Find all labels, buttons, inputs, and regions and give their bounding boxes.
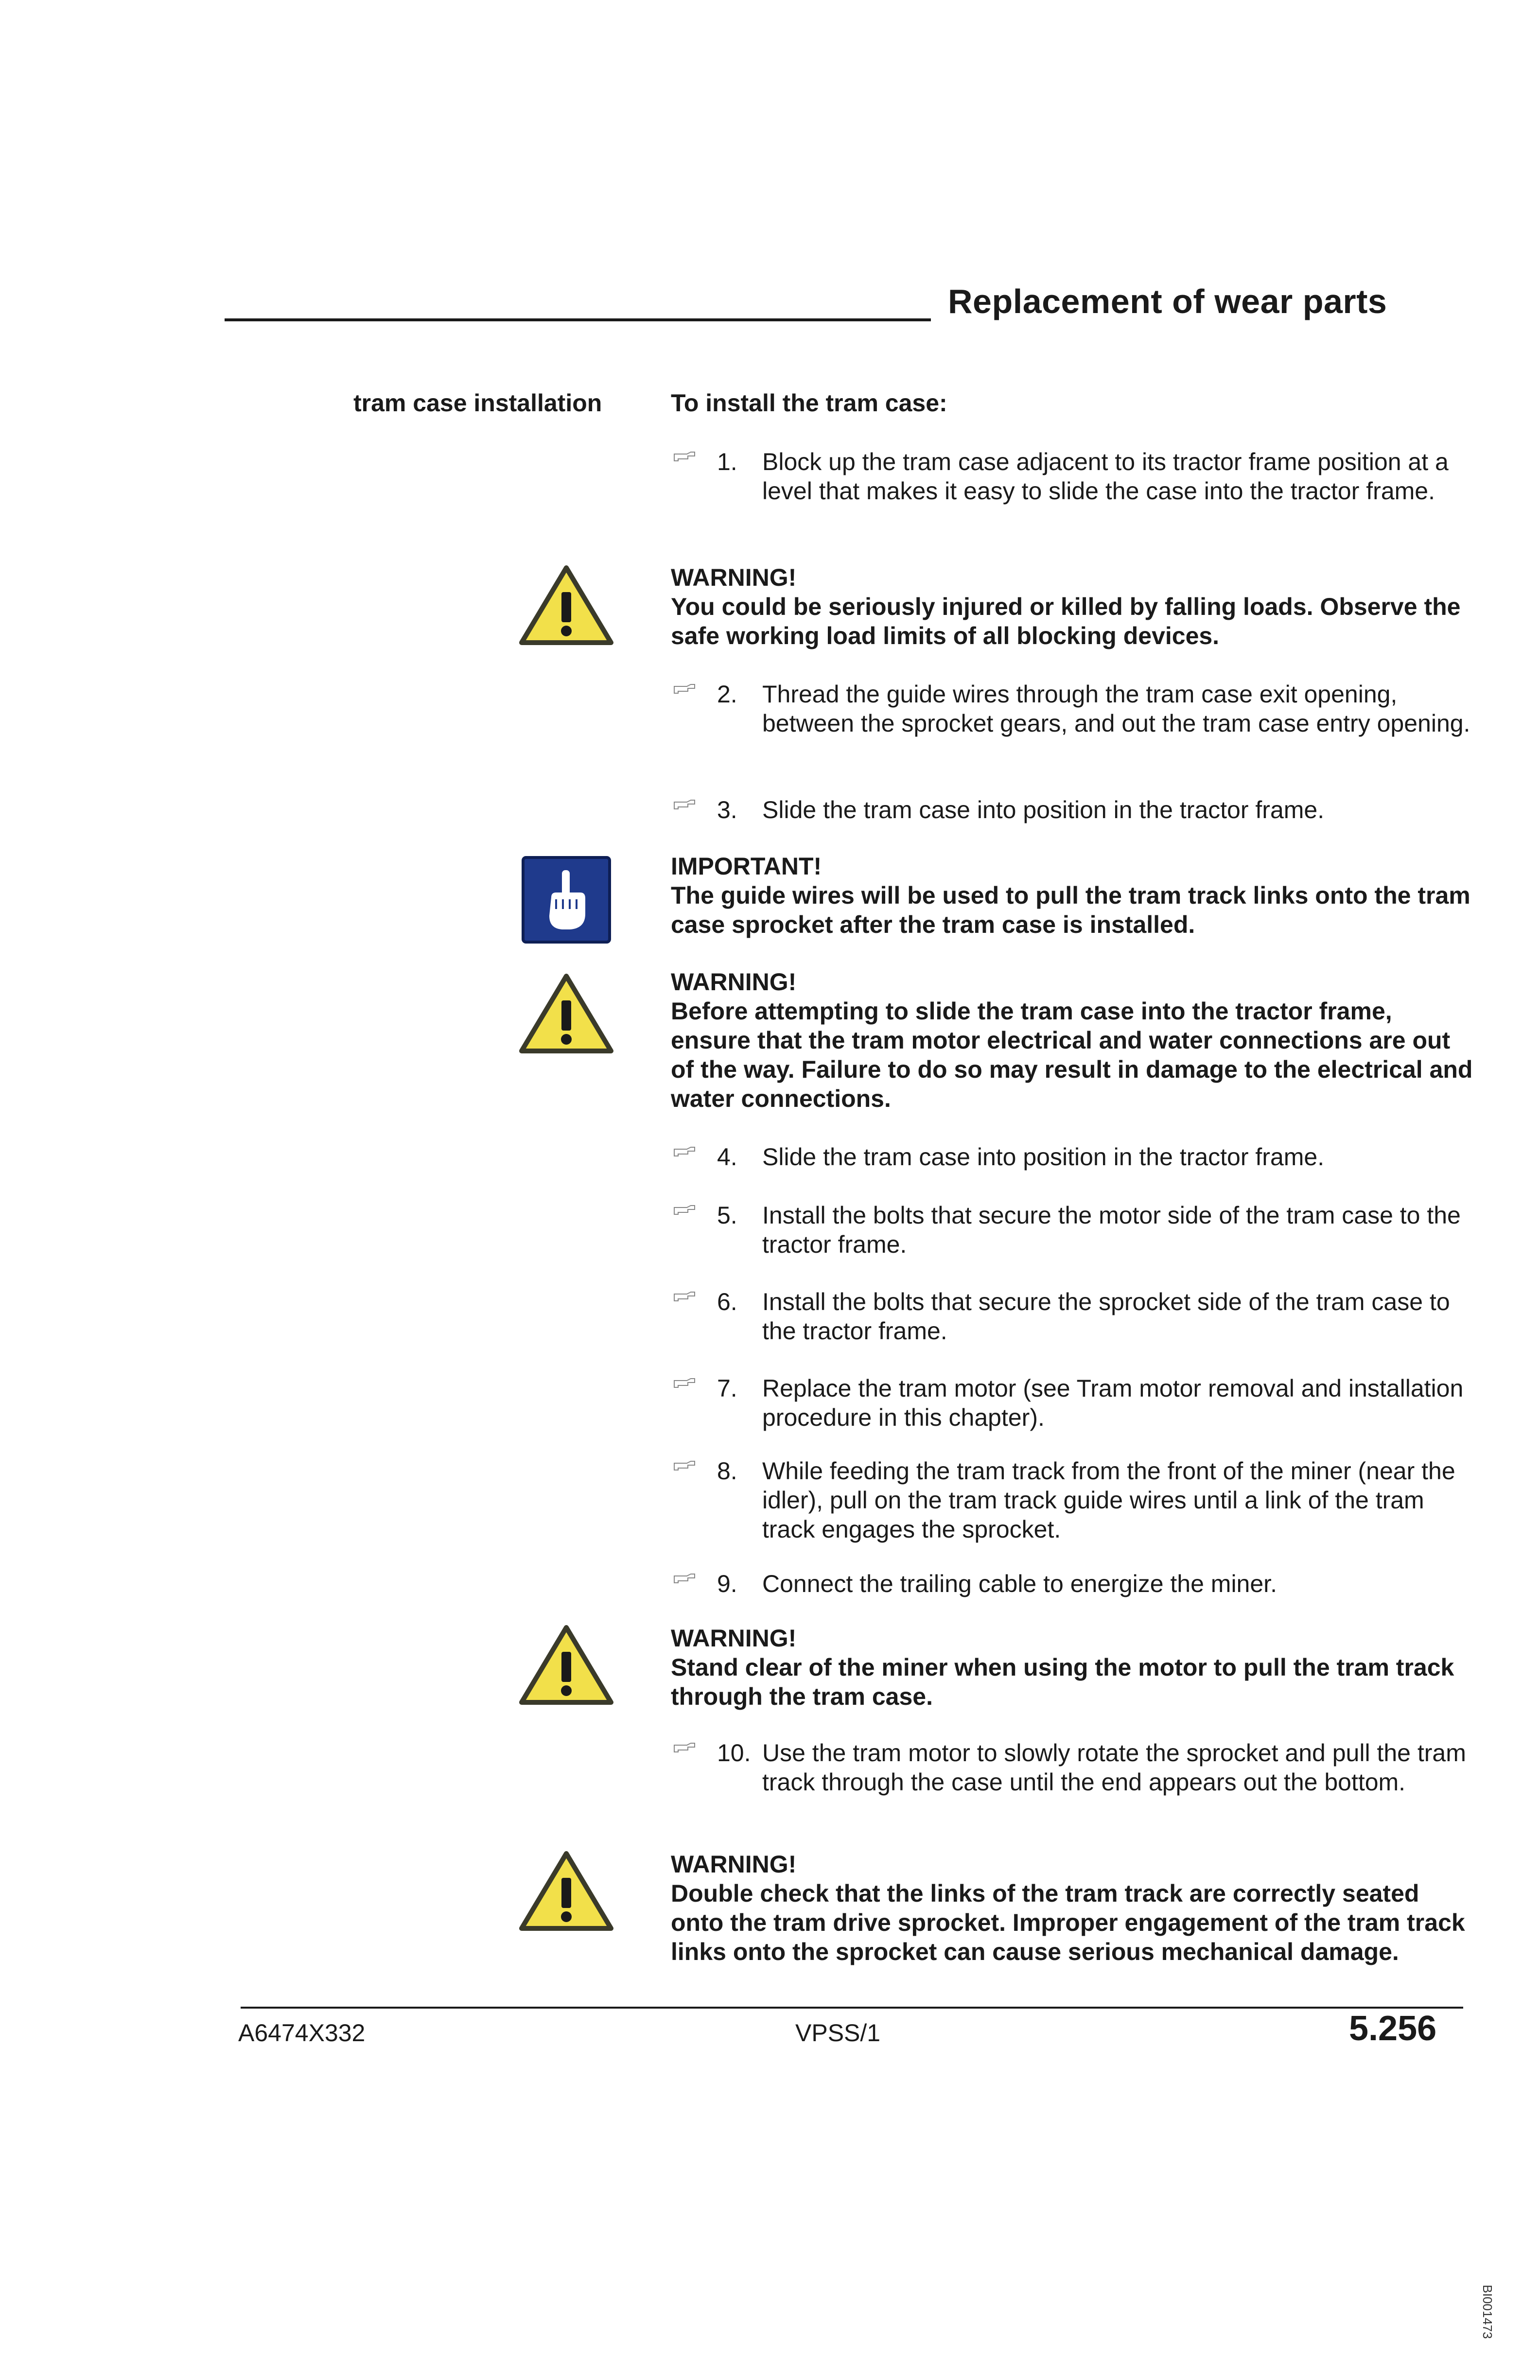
notice-title: WARNING! — [671, 564, 797, 591]
step-text: Slide the tram case into position in the tractor frame. — [762, 796, 1325, 823]
step-number: 1. — [717, 448, 737, 475]
pointing-hand-bullet-icon — [673, 1205, 696, 1215]
step-text: Install the bolts that secure the motor side of the tram case to the tractor frame. — [762, 1202, 1461, 1258]
revision-code: VPSS/1 — [795, 2019, 881, 2047]
warning-notice — [671, 967, 1478, 1113]
step-text: Use the tram motor to slowly rotate the sprocket and pull the tram track through the case until the end appears out the bottom. — [762, 1739, 1466, 1796]
step-number: 2. — [717, 681, 737, 708]
step-text: Thread the guide wires through the tram case exit opening, between the sprocket gears, and out the tram case entry opening. — [762, 681, 1470, 737]
procedure-heading: To install the tram case: — [671, 389, 947, 417]
step-number: 10. — [717, 1739, 751, 1767]
warning-notice — [671, 1850, 1478, 1966]
pointing-hand-bullet-icon — [673, 1742, 696, 1753]
step-text: Install the bolts that secure the sprocket side of the tram case to the tractor frame. — [762, 1288, 1450, 1345]
notice-title: WARNING! — [671, 1851, 797, 1878]
pointing-hand-bullet-icon — [673, 799, 696, 810]
document-number: A6474X332 — [238, 2019, 366, 2047]
notice-text: Double check that the links of the tram track are correctly seated onto the tram drive sprocket. Improper engagement of the tram track links onto the sprocket can cause serious mechanical damage. — [671, 1880, 1465, 1965]
step-text: Replace the tram motor (see Tram motor removal and installation procedure in this chapter). — [762, 1375, 1464, 1431]
pointing-hand-bullet-icon — [673, 1573, 696, 1584]
notice-text: Before attempting to slide the tram case into the tractor frame, ensure that the tram motor electrical and water connections are out of the way. Failure to do so may result in damage to the electrical and water connections. — [671, 998, 1473, 1112]
step-number: 5. — [717, 1202, 737, 1229]
notice-text: You could be seriously injured or killed by falling loads. Observe the safe working load limits of all blocking devices. — [671, 593, 1461, 649]
pointing-hand-bullet-icon — [673, 1460, 696, 1471]
header-rule — [225, 318, 931, 321]
pointing-hand-bullet-icon — [673, 451, 696, 462]
pointing-hand-icon — [521, 856, 612, 944]
pointing-hand-bullet-icon — [673, 1378, 696, 1388]
step-number: 4. — [717, 1143, 737, 1171]
warning-triangle-icon — [518, 1850, 615, 1932]
step-item — [673, 1738, 1480, 1826]
footer-rule — [241, 2007, 1463, 2009]
pointing-hand-bullet-icon — [673, 1146, 696, 1157]
important-notice — [671, 852, 1478, 939]
step-item — [673, 1374, 1480, 1461]
warning-notice — [671, 563, 1478, 650]
step-text: Slide the tram case into position in the tractor frame. — [762, 1143, 1325, 1171]
notice-title: WARNING! — [671, 1625, 797, 1652]
step-text: Connect the trailing cable to energize the miner. — [762, 1570, 1277, 1597]
step-item — [673, 1201, 1480, 1288]
page-number: 5.256 — [1349, 2009, 1437, 2048]
step-number: 7. — [717, 1375, 737, 1402]
step-number: 8. — [717, 1457, 737, 1485]
warning-triangle-icon — [518, 972, 615, 1055]
step-text: Block up the tram case adjacent to its tractor frame position at a level that makes it easy to slide the case into the tractor frame. — [762, 448, 1449, 505]
warning-triangle-icon — [518, 564, 615, 647]
step-item — [673, 680, 1480, 767]
step-number: 9. — [717, 1570, 737, 1597]
step-number: 6. — [717, 1288, 737, 1315]
warning-triangle-icon — [518, 1624, 615, 1706]
margin-heading: tram case installation — [353, 389, 602, 417]
step-number: 3. — [717, 796, 737, 823]
pointing-hand-bullet-icon — [673, 683, 696, 694]
step-item — [673, 1456, 1480, 1544]
page-title: Replacement of wear parts — [948, 282, 1387, 320]
step-item — [673, 447, 1480, 535]
notice-title: WARNING! — [671, 968, 797, 996]
notice-title: IMPORTANT! — [671, 853, 822, 880]
warning-notice — [671, 1624, 1478, 1711]
side-reference-code: BI001473 — [1480, 2285, 1495, 2339]
step-item — [673, 1287, 1480, 1375]
pointing-hand-bullet-icon — [673, 1291, 696, 1302]
notice-text: Stand clear of the miner when using the motor to pull the tram track through the tram case. — [671, 1654, 1454, 1710]
step-text: While feeding the tram track from the front of the miner (near the idler), pull on the tram track guide wires until a link of the tram track engages the sprocket. — [762, 1457, 1455, 1543]
notice-text: The guide wires will be used to pull the tram track links onto the tram case sprocket after the tram case is installed. — [671, 882, 1470, 938]
